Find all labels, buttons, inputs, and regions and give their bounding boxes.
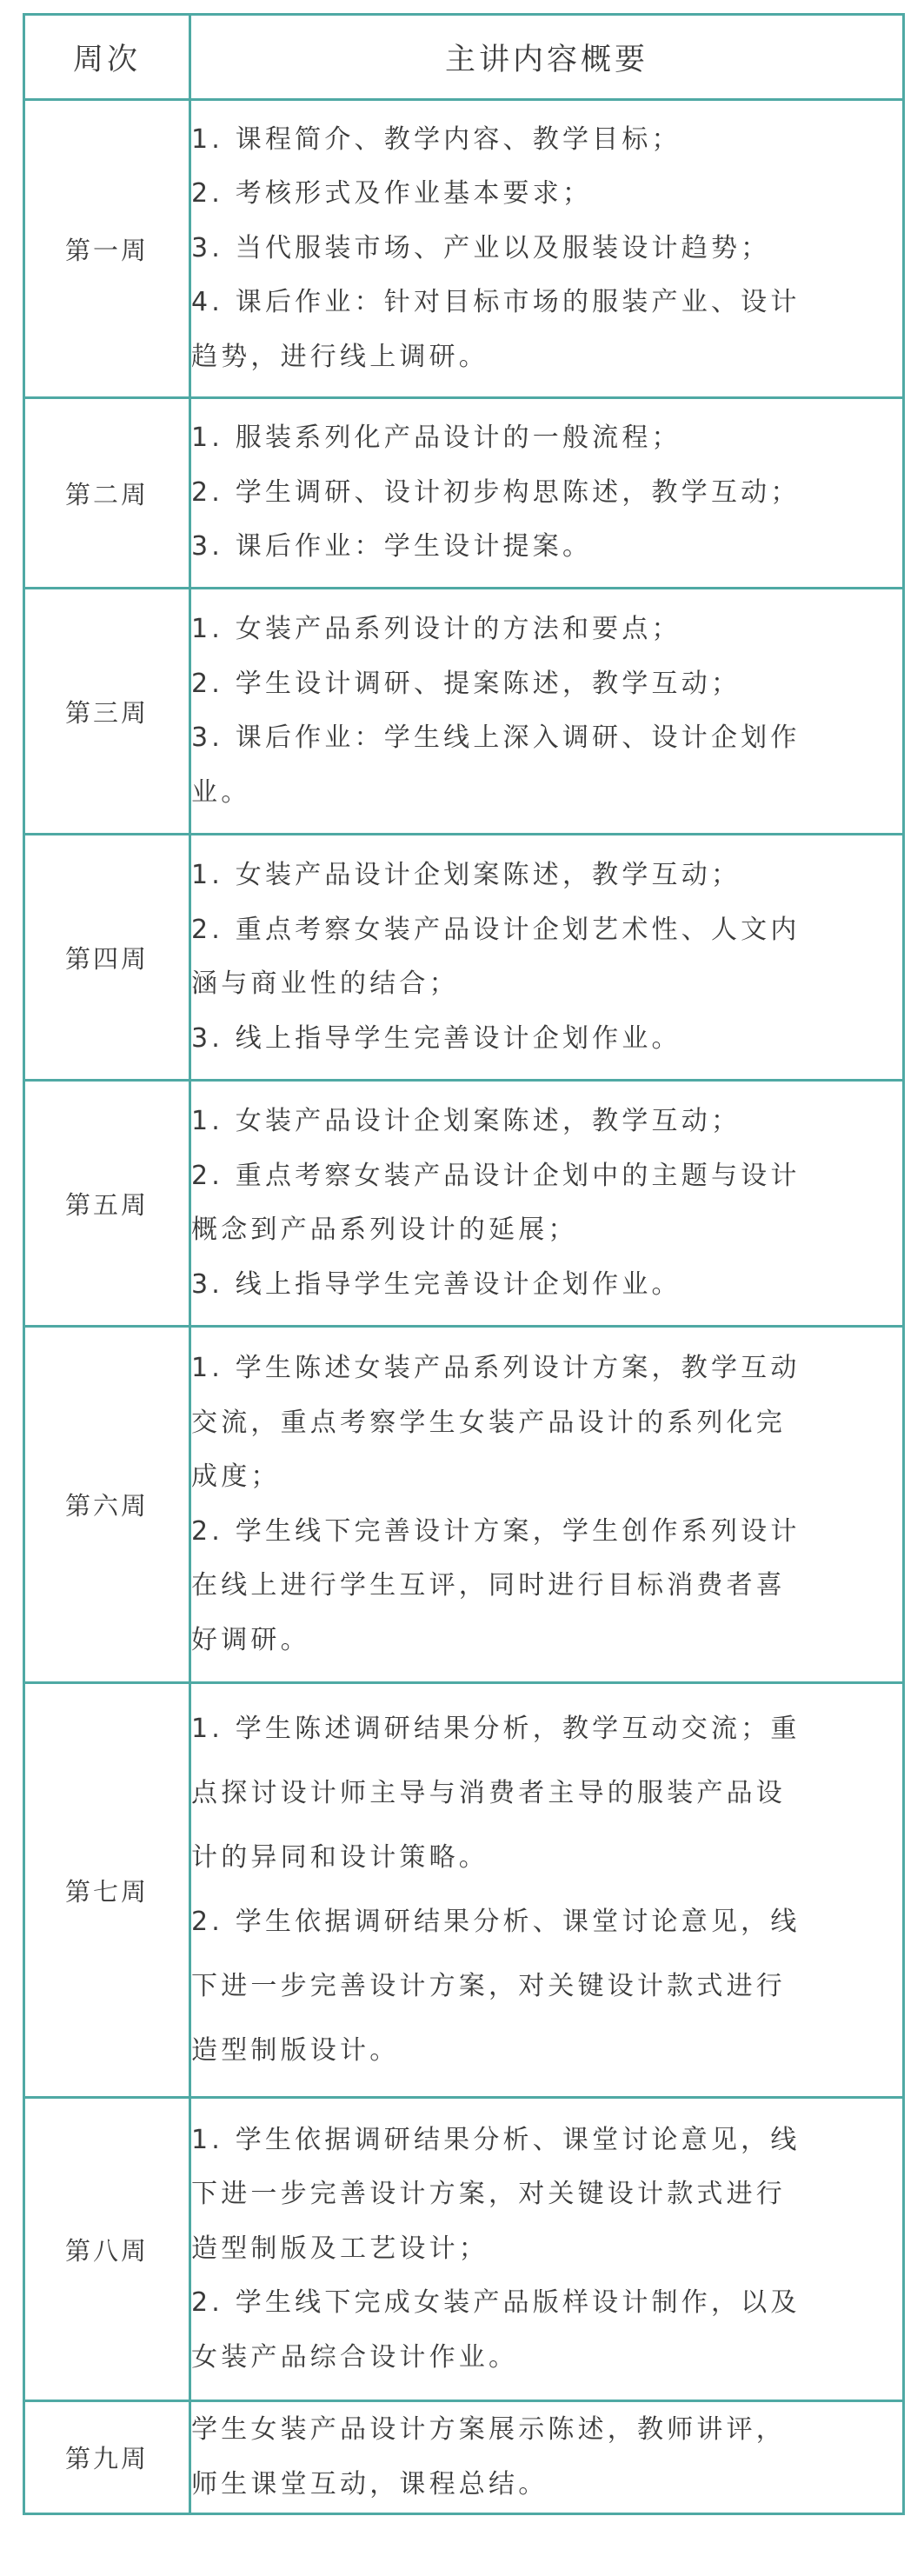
table-row (24, 2401, 904, 2514)
week-label: 第一周 (24, 100, 190, 398)
content-cell (190, 835, 904, 1081)
content-cell (190, 589, 904, 835)
content-line: 1. 服装系列化产品设计的一般流程； (191, 423, 681, 454)
content-line: 1. 女装产品系列设计的方法和要点； (191, 614, 681, 644)
content-line: 概念到产品系列设计的延展； (191, 1215, 578, 1245)
week-label: 第八周 (24, 2098, 190, 2401)
content-line: 2. 学生调研、设计初步构思陈述，教学互动； (191, 476, 801, 508)
content-line: 造型制版设计。 (191, 2035, 400, 2066)
content-line: 在线上进行学生互评，同时进行目标消费者喜 (191, 1570, 786, 1601)
table-row (24, 1683, 904, 2098)
content-line: 成度； (191, 1461, 281, 1492)
content-line: 好调研。 (191, 1624, 310, 1655)
content-line: 交流，重点考察学生女装产品设计的系列化完 (191, 1407, 786, 1438)
content-cell (190, 1081, 904, 1327)
content-line: 3. 课后作业：学生设计提案。 (191, 531, 593, 562)
content-line: 计的异同和设计策略。 (191, 1842, 489, 1873)
table-row (24, 2098, 904, 2401)
content-line: 学生女装产品设计方案展示陈述，教师讲评， (191, 2414, 786, 2445)
table-row (24, 835, 904, 1081)
header-row (24, 15, 904, 100)
content-line: 3. 线上指导学生完善设计企划作业。 (191, 1268, 681, 1300)
week-label: 第二周 (24, 398, 190, 589)
content-line: 下进一步完善设计方案，对关键设计款式进行 (191, 2179, 786, 2210)
content-cell (190, 2401, 904, 2514)
week-label: 第九周 (24, 2401, 190, 2514)
table-row (24, 1327, 904, 1683)
content-cell (190, 1327, 904, 1683)
week-label: 第四周 (24, 835, 190, 1081)
content-line: 1. 课程简介、教学内容、教学目标； (191, 123, 681, 155)
content-line: 业。 (191, 776, 251, 808)
content-line: 2. 重点考察女装产品设计企划艺术性、人文内 (191, 914, 801, 945)
content-cell (190, 2098, 904, 2401)
content-line: 女装产品综合设计作业。 (191, 2341, 519, 2373)
content-line: 趋势，进行线上调研。 (191, 341, 489, 372)
table-row (24, 1081, 904, 1327)
content-line: 下进一步完善设计方案，对关键设计款式进行 (191, 1971, 786, 2001)
content-line: 2. 学生线下完成女装产品版样设计制作，以及 (191, 2287, 801, 2319)
content-line: 涵与商业性的结合； (191, 968, 459, 999)
content-line: 造型制版及工艺设计； (191, 2233, 489, 2264)
content-line: 1. 女装产品设计企划案陈述，教学互动； (191, 1106, 741, 1136)
week-label: 第七周 (24, 1683, 190, 2098)
content-line: 1. 女装产品设计企划案陈述，教学互动； (191, 860, 741, 890)
content-line: 3. 课后作业：学生线上深入调研、设计企划作 (191, 722, 801, 753)
content-line: 2. 重点考察女装产品设计企划中的主题与设计 (191, 1160, 801, 1191)
content-line: 1. 学生依据调研结果分析、课堂讨论意见，线 (191, 2124, 801, 2155)
content-line: 3. 线上指导学生完善设计企划作业。 (191, 1022, 681, 1054)
content-line: 2. 考核形式及作业基本要求； (191, 178, 593, 210)
week-label: 第五周 (24, 1081, 190, 1327)
schedule-body (24, 100, 904, 2514)
header-week: 周次 (24, 15, 190, 100)
table-row (24, 589, 904, 835)
content-line: 2. 学生依据调研结果分析、课堂讨论意见，线 (191, 1907, 801, 1937)
content-line: 2. 学生线下完善设计方案，学生创作系列设计 (191, 1515, 801, 1547)
table-row (24, 398, 904, 589)
table-row (24, 100, 904, 398)
course-schedule-table (23, 13, 905, 2515)
content-line: 点探讨设计师主导与消费者主导的服装产品设 (191, 1778, 786, 1808)
content-line: 4. 课后作业：针对目标市场的服装产业、设计 (191, 287, 801, 318)
content-cell (190, 398, 904, 589)
content-cell (190, 1683, 904, 2098)
week-label: 第三周 (24, 589, 190, 835)
content-line: 3. 当代服装市场、产业以及服装设计趋势； (191, 232, 771, 263)
week-label: 第六周 (24, 1327, 190, 1683)
header-content: 主讲内容概要 (190, 15, 904, 100)
content-line: 2. 学生设计调研、提案陈述，教学互动； (191, 668, 741, 699)
content-line: 1. 学生陈述调研结果分析，教学互动交流；重 (191, 1714, 801, 1744)
content-line: 师生课堂互动，课程总结。 (191, 2468, 548, 2499)
content-cell (190, 100, 904, 398)
content-line: 1. 学生陈述女装产品系列设计方案，教学互动 (191, 1353, 801, 1383)
